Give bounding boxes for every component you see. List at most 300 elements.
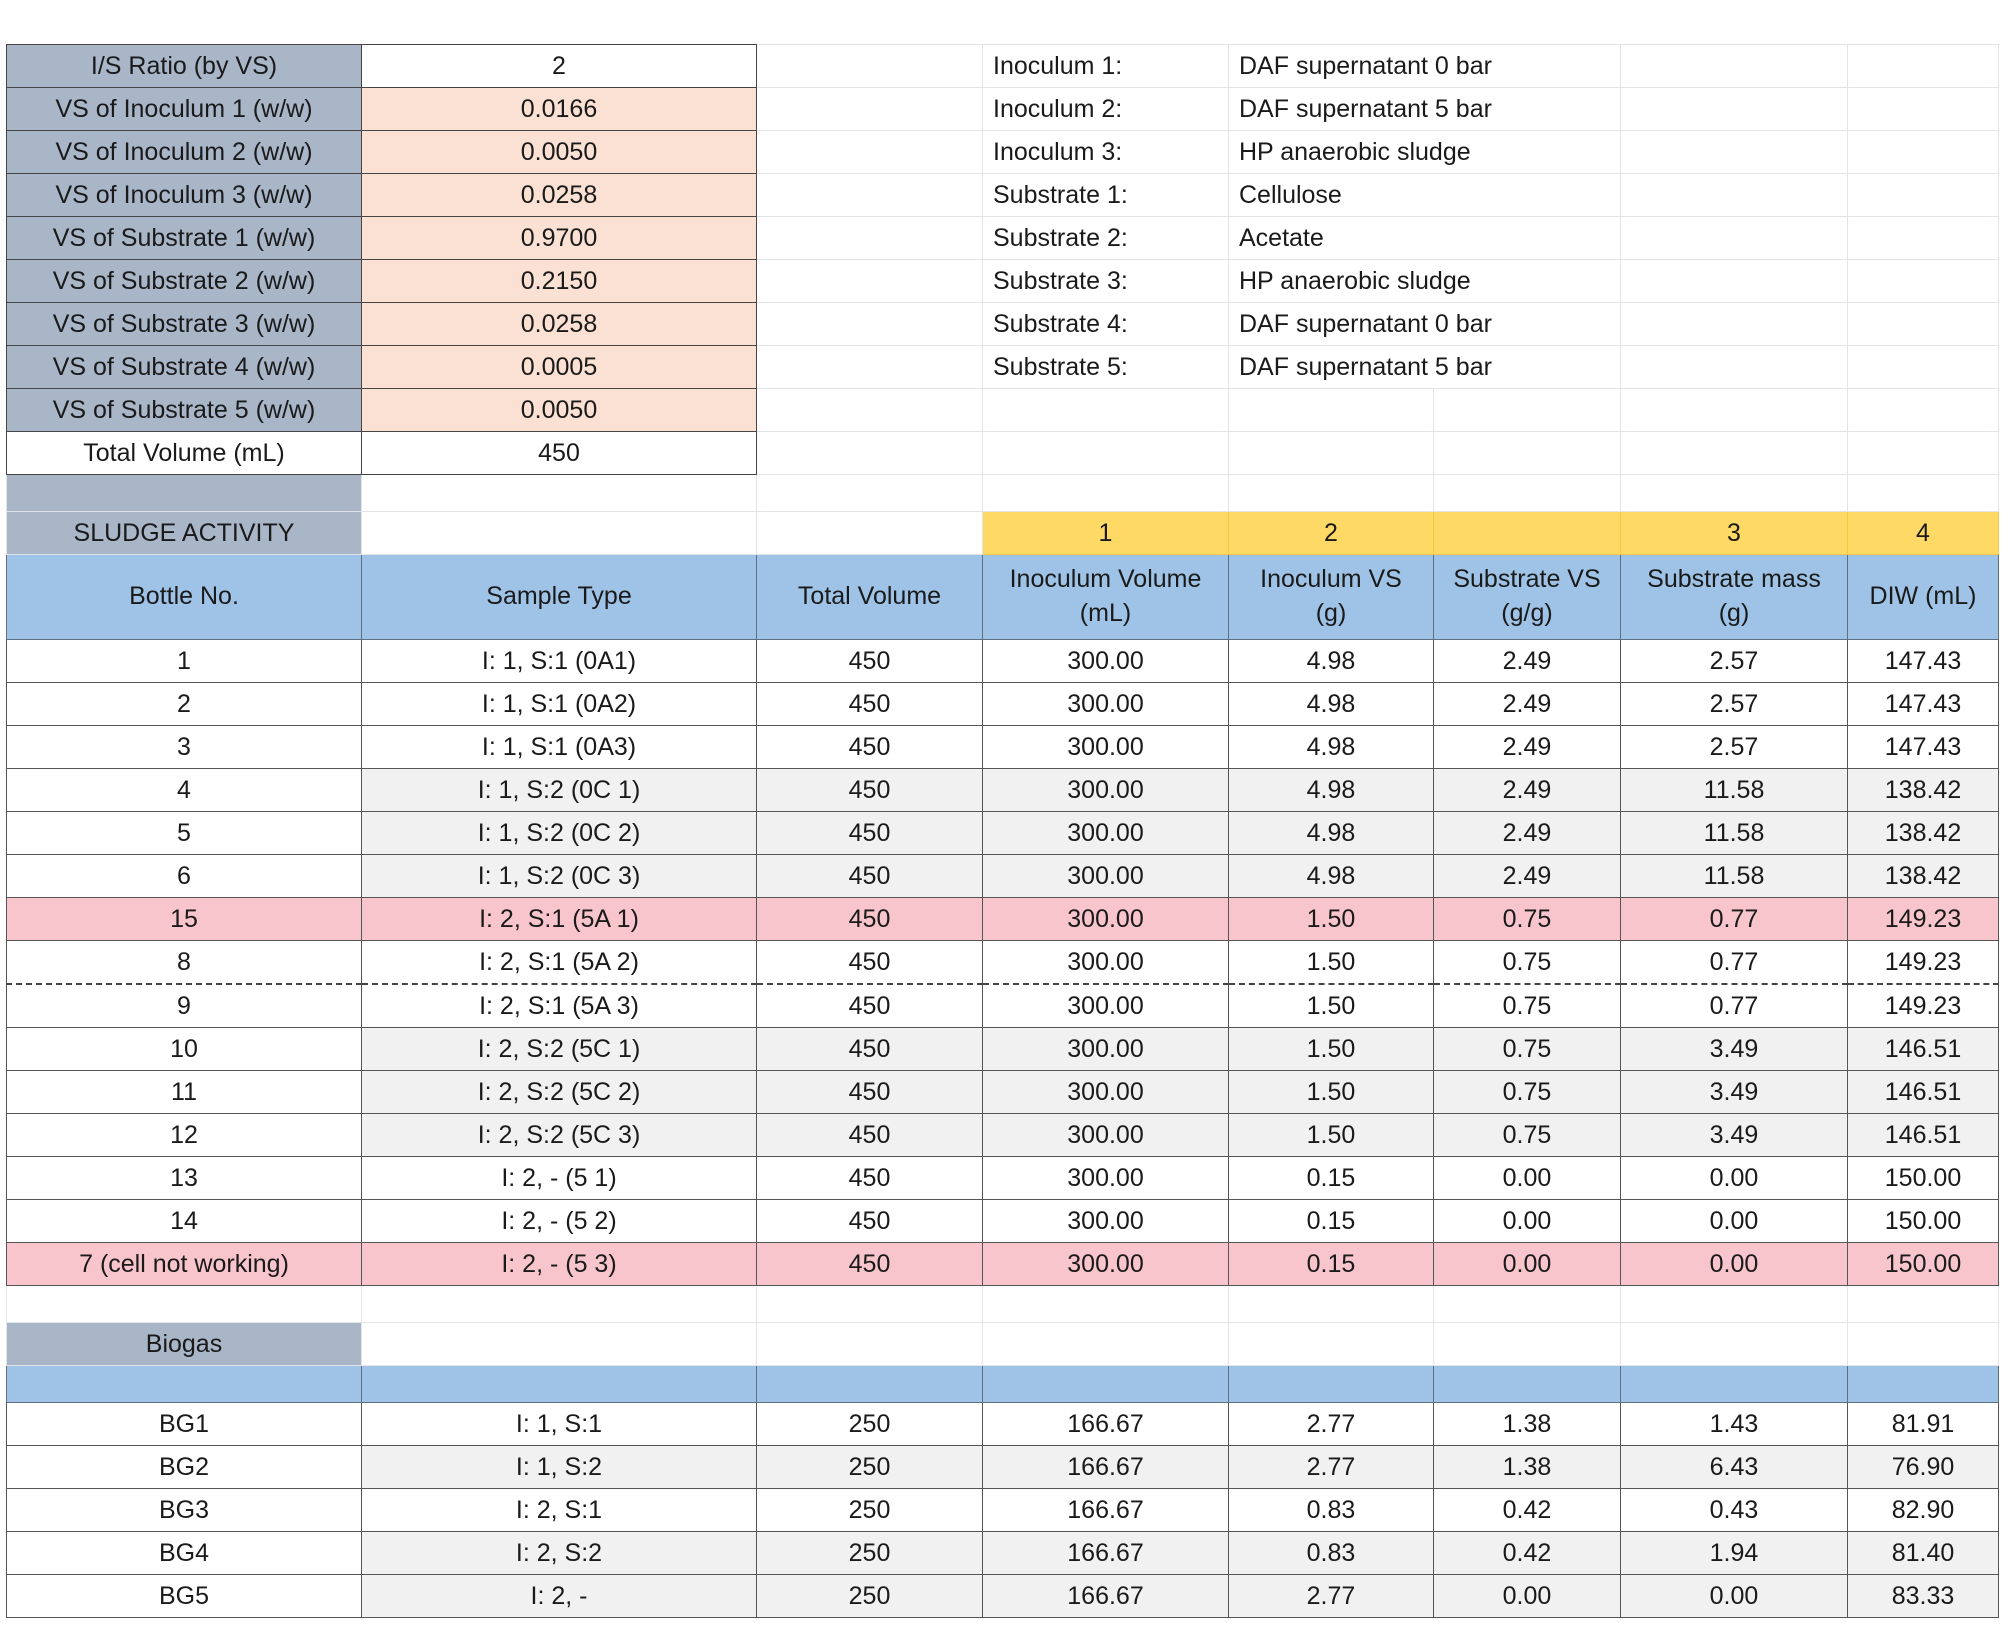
table-cell[interactable]: 450 [757, 898, 983, 941]
empty-cell[interactable] [362, 1286, 757, 1323]
table-cell[interactable]: 0.42 [1434, 1489, 1621, 1532]
table-cell[interactable]: 300.00 [983, 1028, 1229, 1071]
legend-value[interactable]: Acetate [1229, 217, 1621, 260]
parameter-value[interactable]: 2 [362, 45, 757, 88]
empty-cell[interactable] [757, 432, 983, 475]
empty-cell[interactable] [1229, 432, 1434, 475]
table-cell[interactable]: I: 1, S:1 [362, 1403, 757, 1446]
table-cell[interactable]: 2.49 [1434, 640, 1621, 683]
legend-value[interactable]: DAF supernatant 0 bar [1229, 303, 1621, 346]
empty-cell[interactable] [1621, 346, 1848, 389]
parameter-label[interactable]: Total Volume (mL) [7, 432, 362, 475]
empty-cell[interactable] [983, 389, 1229, 432]
table-cell[interactable]: 1.50 [1229, 941, 1434, 985]
table-cell[interactable]: 4.98 [1229, 640, 1434, 683]
table-cell[interactable]: 1.38 [1434, 1446, 1621, 1489]
column-header[interactable] [1848, 555, 1999, 640]
table-cell[interactable]: 2.57 [1621, 683, 1848, 726]
table-cell[interactable]: 0.75 [1434, 941, 1621, 985]
empty-cell[interactable] [757, 512, 983, 555]
table-cell[interactable]: 1.50 [1229, 984, 1434, 1028]
empty-cell[interactable] [1229, 475, 1434, 512]
empty-cell[interactable] [1621, 217, 1848, 260]
empty-cell[interactable] [1848, 475, 1999, 512]
parameter-value[interactable]: 450 [362, 432, 757, 475]
table-cell[interactable]: 300.00 [983, 1114, 1229, 1157]
legend-value[interactable]: DAF supernatant 5 bar [1229, 346, 1621, 389]
empty-cell[interactable] [757, 174, 983, 217]
column-header[interactable] [362, 555, 757, 640]
column-header[interactable] [1434, 1366, 1621, 1403]
empty-cell[interactable] [1434, 475, 1621, 512]
empty-cell[interactable] [1434, 432, 1621, 475]
table-cell[interactable]: 300.00 [983, 984, 1229, 1028]
table-cell[interactable]: 300.00 [983, 941, 1229, 985]
table-cell[interactable]: 450 [757, 1243, 983, 1286]
table-cell[interactable]: 3.49 [1621, 1071, 1848, 1114]
table-cell[interactable]: 147.43 [1848, 683, 1999, 726]
empty-cell[interactable] [757, 45, 983, 88]
table-cell[interactable]: 3.49 [1621, 1114, 1848, 1157]
empty-cell[interactable] [362, 1323, 757, 1366]
legend-value[interactable]: HP anaerobic sludge [1229, 131, 1621, 174]
parameter-label[interactable]: VS of Inoculum 3 (w/w) [7, 174, 362, 217]
empty-cell[interactable] [1434, 389, 1621, 432]
table-cell[interactable]: 2.49 [1434, 726, 1621, 769]
empty-cell[interactable] [1848, 217, 1999, 260]
table-cell[interactable]: I: 1, S:2 (0C 1) [362, 769, 757, 812]
table-cell[interactable]: 149.23 [1848, 898, 1999, 941]
table-cell[interactable]: 146.51 [1848, 1028, 1999, 1071]
table-cell[interactable]: I: 2, - (5 2) [362, 1200, 757, 1243]
table-cell[interactable]: 0.43 [1621, 1489, 1848, 1532]
table-cell[interactable]: 3.49 [1621, 1028, 1848, 1071]
table-cell[interactable]: 4.98 [1229, 812, 1434, 855]
spreadsheet-grid [6, 44, 1999, 1618]
table-cell[interactable]: I: 1, S:2 [362, 1446, 757, 1489]
empty-cell[interactable] [757, 1323, 983, 1366]
table-cell[interactable]: 250 [757, 1446, 983, 1489]
table-cell[interactable]: 450 [757, 769, 983, 812]
table-cell[interactable]: 14 [7, 1200, 362, 1243]
empty-cell[interactable] [757, 1286, 983, 1323]
step-number[interactable]: 4 [1848, 512, 1999, 555]
table-cell[interactable]: 166.67 [983, 1446, 1229, 1489]
table-row [7, 769, 1999, 812]
empty-cell[interactable] [1848, 88, 1999, 131]
column-header[interactable] [1434, 555, 1621, 640]
legend-key[interactable]: Substrate 1: [983, 174, 1229, 217]
parameter-row [7, 174, 1999, 217]
table-cell[interactable]: 0.75 [1434, 1028, 1621, 1071]
parameter-row [7, 131, 1999, 174]
table-cell[interactable]: 0.75 [1434, 1114, 1621, 1157]
table-cell[interactable]: 300.00 [983, 898, 1229, 941]
empty-cell[interactable] [757, 346, 983, 389]
table-cell[interactable]: I: 1, S:1 (0A3) [362, 726, 757, 769]
table-cell[interactable]: 0.77 [1621, 898, 1848, 941]
table-cell[interactable]: 0.00 [1621, 1575, 1848, 1618]
table-cell[interactable]: 0.00 [1434, 1157, 1621, 1200]
empty-cell[interactable] [1621, 174, 1848, 217]
table-cell[interactable]: 300.00 [983, 726, 1229, 769]
table-cell[interactable]: 147.43 [1848, 726, 1999, 769]
table-cell[interactable]: 1.38 [1434, 1403, 1621, 1446]
table-cell[interactable]: 146.51 [1848, 1114, 1999, 1157]
table-cell[interactable]: 146.51 [1848, 1071, 1999, 1114]
parameter-label[interactable]: VS of Substrate 2 (w/w) [7, 260, 362, 303]
step-number[interactable]: 1 [983, 512, 1229, 555]
column-header[interactable] [1229, 1366, 1434, 1403]
table-cell[interactable]: BG3 [7, 1489, 362, 1532]
parameter-row [7, 389, 1999, 432]
legend-key[interactable]: Substrate 3: [983, 260, 1229, 303]
column-header[interactable] [1229, 555, 1434, 640]
table-cell[interactable]: BG2 [7, 1446, 362, 1489]
column-header[interactable] [983, 555, 1229, 640]
table-cell[interactable]: I: 2, S:1 [362, 1489, 757, 1532]
table-cell[interactable]: 2.57 [1621, 726, 1848, 769]
empty-cell[interactable] [1621, 1323, 1848, 1366]
table-cell[interactable]: 300.00 [983, 1200, 1229, 1243]
step-number[interactable] [1434, 512, 1621, 555]
empty-cell[interactable] [757, 131, 983, 174]
empty-cell[interactable] [1229, 1323, 1434, 1366]
section-title-biogas[interactable]: Biogas [7, 1323, 362, 1366]
table-cell[interactable]: 11 [7, 1071, 362, 1114]
table-cell[interactable]: 1.50 [1229, 1114, 1434, 1157]
table-cell[interactable]: I: 2, S:2 (5C 1) [362, 1028, 757, 1071]
table-cell[interactable]: I: 2, - [362, 1575, 757, 1618]
table-cell[interactable]: 166.67 [983, 1403, 1229, 1446]
parameter-label[interactable]: VS of Substrate 5 (w/w) [7, 389, 362, 432]
empty-cell[interactable] [1848, 260, 1999, 303]
table-cell[interactable]: 2.77 [1229, 1575, 1434, 1618]
empty-cell[interactable] [1621, 475, 1848, 512]
empty-cell[interactable] [1848, 389, 1999, 432]
table-cell[interactable]: I: 2, - (5 3) [362, 1243, 757, 1286]
table-cell[interactable]: 0.83 [1229, 1489, 1434, 1532]
empty-cell[interactable] [1229, 389, 1434, 432]
parameter-row [7, 217, 1999, 260]
empty-cell[interactable] [1621, 1286, 1848, 1323]
table-cell[interactable]: 0.75 [1434, 984, 1621, 1028]
table-cell[interactable]: 138.42 [1848, 855, 1999, 898]
table-cell[interactable]: 4 [7, 769, 362, 812]
table-cell[interactable]: 138.42 [1848, 812, 1999, 855]
table-cell[interactable]: BG5 [7, 1575, 362, 1618]
table-cell[interactable]: 2.49 [1434, 812, 1621, 855]
table-cell[interactable]: 138.42 [1848, 769, 1999, 812]
empty-cell[interactable] [757, 475, 983, 512]
table-cell[interactable]: 82.90 [1848, 1489, 1999, 1532]
empty-cell[interactable] [1621, 131, 1848, 174]
empty-cell[interactable] [1621, 45, 1848, 88]
table-cell[interactable]: BG1 [7, 1403, 362, 1446]
column-header[interactable] [757, 555, 983, 640]
table-cell[interactable]: 450 [757, 941, 983, 985]
table-cell[interactable]: I: 2, S:2 (5C 3) [362, 1114, 757, 1157]
column-header-label: Total Volume [797, 582, 942, 611]
legend-key[interactable]: Inoculum 2: [983, 88, 1229, 131]
table-cell[interactable]: I: 1, S:2 (0C 2) [362, 812, 757, 855]
table-cell[interactable]: 4.98 [1229, 769, 1434, 812]
table-cell[interactable]: 3 [7, 726, 362, 769]
column-header-label: Substrate VS [1453, 565, 1601, 594]
table-cell[interactable]: 450 [757, 683, 983, 726]
step-number[interactable]: 2 [1229, 512, 1434, 555]
table-cell[interactable]: 300.00 [983, 769, 1229, 812]
empty-cell[interactable] [1848, 45, 1999, 88]
table-cell[interactable]: I: 2, S:1 (5A 3) [362, 984, 757, 1028]
table-cell[interactable]: 250 [757, 1403, 983, 1446]
table-cell[interactable]: BG4 [7, 1532, 362, 1575]
table-cell[interactable]: 15 [7, 898, 362, 941]
parameter-value[interactable]: 0.0258 [362, 303, 757, 346]
table-row [7, 683, 1999, 726]
table-cell[interactable]: 7 (cell not working) [7, 1243, 362, 1286]
table-cell[interactable]: 1.50 [1229, 1028, 1434, 1071]
table-cell[interactable]: 4.98 [1229, 726, 1434, 769]
table-cell[interactable]: 2.57 [1621, 640, 1848, 683]
column-header[interactable] [362, 1366, 757, 1403]
table-cell[interactable]: 1 [7, 640, 362, 683]
table-cell[interactable]: 0.77 [1621, 941, 1848, 985]
table-cell[interactable]: 4.98 [1229, 855, 1434, 898]
table-cell[interactable]: 8 [7, 941, 362, 985]
legend-key[interactable]: Inoculum 1: [983, 45, 1229, 88]
table-cell[interactable]: 1.50 [1229, 898, 1434, 941]
table-cell[interactable]: I: 2, S:2 (5C 2) [362, 1071, 757, 1114]
parameter-label[interactable]: VS of Substrate 3 (w/w) [7, 303, 362, 346]
table-cell[interactable]: 2.77 [1229, 1403, 1434, 1446]
table-row [7, 1575, 1999, 1618]
table-cell[interactable]: 76.90 [1848, 1446, 1999, 1489]
table-cell[interactable]: 2.77 [1229, 1446, 1434, 1489]
empty-cell[interactable] [1848, 131, 1999, 174]
table-cell[interactable]: 0.83 [1229, 1532, 1434, 1575]
table-cell[interactable]: I: 2, - (5 1) [362, 1157, 757, 1200]
table-cell[interactable]: 300.00 [983, 683, 1229, 726]
table-cell[interactable]: 150.00 [1848, 1243, 1999, 1286]
legend-value[interactable]: DAF supernatant 5 bar [1229, 88, 1621, 131]
table-cell[interactable]: I: 2, S:1 (5A 1) [362, 898, 757, 941]
empty-cell[interactable] [757, 88, 983, 131]
table-cell[interactable]: 450 [757, 1157, 983, 1200]
table-cell[interactable]: 300.00 [983, 640, 1229, 683]
column-header[interactable] [7, 555, 362, 640]
column-header-unit: (mL) [1079, 599, 1132, 627]
empty-cell[interactable] [757, 389, 983, 432]
empty-cell[interactable] [1434, 1286, 1621, 1323]
table-cell[interactable]: 250 [757, 1532, 983, 1575]
parameter-label[interactable]: VS of Inoculum 2 (w/w) [7, 131, 362, 174]
empty-cell[interactable] [1621, 260, 1848, 303]
table-cell[interactable]: 0.15 [1229, 1157, 1434, 1200]
empty-cell[interactable] [1848, 174, 1999, 217]
table-cell[interactable]: 0.00 [1434, 1575, 1621, 1618]
table-cell[interactable]: 0.75 [1434, 1071, 1621, 1114]
parameter-label[interactable]: VS of Inoculum 1 (w/w) [7, 88, 362, 131]
empty-cell[interactable] [7, 1286, 362, 1323]
table-cell[interactable]: 2.49 [1434, 683, 1621, 726]
table-cell[interactable]: 0.15 [1229, 1200, 1434, 1243]
table-cell[interactable]: 166.67 [983, 1532, 1229, 1575]
column-header-label: Bottle No. [129, 582, 239, 611]
table-cell[interactable]: 300.00 [983, 812, 1229, 855]
parameter-value[interactable]: 0.0166 [362, 88, 757, 131]
table-cell[interactable]: 6 [7, 855, 362, 898]
empty-cell[interactable] [362, 475, 757, 512]
table-cell[interactable]: 13 [7, 1157, 362, 1200]
table-row [7, 855, 1999, 898]
table-cell[interactable]: 166.67 [983, 1575, 1229, 1618]
column-header[interactable] [1848, 1366, 1999, 1403]
table-row [7, 1532, 1999, 1575]
table-cell[interactable]: 0.75 [1434, 898, 1621, 941]
table-cell[interactable]: 166.67 [983, 1489, 1229, 1532]
table-cell[interactable]: 150.00 [1848, 1200, 1999, 1243]
empty-cell[interactable] [757, 303, 983, 346]
spacer-row [7, 475, 1999, 512]
table-cell[interactable]: I: 1, S:1 (0A2) [362, 683, 757, 726]
table-cell[interactable]: 83.33 [1848, 1575, 1999, 1618]
table-cell[interactable]: 6.43 [1621, 1446, 1848, 1489]
empty-cell[interactable] [1621, 432, 1848, 475]
empty-cell[interactable] [1621, 88, 1848, 131]
table-cell[interactable]: 0.42 [1434, 1532, 1621, 1575]
table-cell[interactable]: 0.00 [1621, 1157, 1848, 1200]
table-cell[interactable]: 147.43 [1848, 640, 1999, 683]
table-cell[interactable]: 450 [757, 984, 983, 1028]
empty-cell[interactable] [983, 432, 1229, 475]
column-header[interactable] [1621, 1366, 1848, 1403]
table-cell[interactable]: 300.00 [983, 855, 1229, 898]
parameter-label[interactable]: VS of Substrate 1 (w/w) [7, 217, 362, 260]
table-cell[interactable]: I: 2, S:2 [362, 1532, 757, 1575]
step-number[interactable]: 3 [1621, 512, 1848, 555]
empty-cell[interactable] [1621, 303, 1848, 346]
table-cell[interactable]: I: 1, S:2 (0C 3) [362, 855, 757, 898]
empty-cell[interactable] [757, 217, 983, 260]
empty-cell[interactable] [1229, 1286, 1434, 1323]
table-cell[interactable]: 450 [757, 855, 983, 898]
section-title-sludge-activity[interactable]: SLUDGE ACTIVITY [7, 512, 362, 555]
legend-key[interactable]: Substrate 2: [983, 217, 1229, 260]
column-header[interactable] [983, 1366, 1229, 1403]
parameter-value[interactable]: 0.0050 [362, 131, 757, 174]
table-cell[interactable]: 300.00 [983, 1157, 1229, 1200]
table-cell[interactable]: 1.94 [1621, 1532, 1848, 1575]
table-cell[interactable]: 450 [757, 640, 983, 683]
table-cell[interactable]: 11.58 [1621, 812, 1848, 855]
table-cell[interactable]: 149.23 [1848, 984, 1999, 1028]
table-cell[interactable]: 450 [757, 812, 983, 855]
table-cell[interactable]: 81.91 [1848, 1403, 1999, 1446]
parameter-label[interactable]: VS of Substrate 4 (w/w) [7, 346, 362, 389]
parameter-value[interactable]: 0.0005 [362, 346, 757, 389]
table-cell[interactable]: 1.43 [1621, 1403, 1848, 1446]
table-cell[interactable]: 2.49 [1434, 855, 1621, 898]
table-cell[interactable]: 5 [7, 812, 362, 855]
table-cell[interactable]: 2.49 [1434, 769, 1621, 812]
column-header-label: Inoculum VS [1260, 565, 1402, 594]
parameter-value[interactable]: 0.9700 [362, 217, 757, 260]
legend-value[interactable]: DAF supernatant 0 bar [1229, 45, 1621, 88]
table-cell[interactable]: 9 [7, 984, 362, 1028]
parameter-value[interactable]: 0.0050 [362, 389, 757, 432]
table-cell[interactable]: I: 1, S:1 (0A1) [362, 640, 757, 683]
empty-cell[interactable] [757, 260, 983, 303]
parameter-value[interactable]: 0.0258 [362, 174, 757, 217]
empty-cell[interactable] [983, 475, 1229, 512]
table-cell[interactable]: 12 [7, 1114, 362, 1157]
table-cell[interactable]: 450 [757, 1071, 983, 1114]
empty-cell[interactable] [1848, 1323, 1999, 1366]
spacer-row [7, 1286, 1999, 1323]
table-row [7, 1157, 1999, 1200]
table-cell[interactable]: 11.58 [1621, 855, 1848, 898]
table-cell[interactable]: 2 [7, 683, 362, 726]
table-cell[interactable]: I: 2, S:1 (5A 2) [362, 941, 757, 985]
column-header[interactable] [757, 1366, 983, 1403]
table-cell[interactable]: 250 [757, 1575, 983, 1618]
empty-cell[interactable] [1434, 1323, 1621, 1366]
table-cell[interactable]: 81.40 [1848, 1532, 1999, 1575]
table-cell[interactable]: 4.98 [1229, 683, 1434, 726]
legend-value[interactable]: HP anaerobic sludge [1229, 260, 1621, 303]
legend-key[interactable]: Inoculum 3: [983, 131, 1229, 174]
legend-value[interactable]: Cellulose [1229, 174, 1621, 217]
table-cell[interactable]: 11.58 [1621, 769, 1848, 812]
table-cell[interactable]: 450 [757, 1200, 983, 1243]
empty-cell[interactable] [983, 1323, 1229, 1366]
empty-cell[interactable] [1848, 303, 1999, 346]
parameter-value[interactable]: 0.2150 [362, 260, 757, 303]
table-cell[interactable]: 0.00 [1434, 1200, 1621, 1243]
legend-key[interactable]: Substrate 4: [983, 303, 1229, 346]
table-cell[interactable]: 450 [757, 1114, 983, 1157]
table-cell[interactable]: 250 [757, 1489, 983, 1532]
table-cell[interactable]: 0.15 [1229, 1243, 1434, 1286]
table-cell[interactable]: 0.00 [1434, 1243, 1621, 1286]
table-cell[interactable]: 300.00 [983, 1243, 1229, 1286]
legend-key[interactable]: Substrate 5: [983, 346, 1229, 389]
empty-cell[interactable] [7, 475, 362, 512]
table-row [7, 1114, 1999, 1157]
column-header[interactable] [1621, 555, 1848, 640]
table-cell[interactable]: 0.00 [1621, 1200, 1848, 1243]
table-cell[interactable]: 0.00 [1621, 1243, 1848, 1286]
table-row [7, 640, 1999, 683]
table-cell[interactable]: 0.77 [1621, 984, 1848, 1028]
table-cell[interactable]: 300.00 [983, 1071, 1229, 1114]
table-cell[interactable]: 10 [7, 1028, 362, 1071]
table-cell[interactable]: 149.23 [1848, 941, 1999, 985]
empty-cell[interactable] [1848, 1286, 1999, 1323]
parameter-label[interactable]: I/S Ratio (by VS) [7, 45, 362, 88]
empty-cell[interactable] [1848, 346, 1999, 389]
table-cell[interactable]: 150.00 [1848, 1157, 1999, 1200]
empty-cell[interactable] [1621, 389, 1848, 432]
empty-cell[interactable] [362, 512, 757, 555]
column-header[interactable] [7, 1366, 362, 1403]
empty-cell[interactable] [983, 1286, 1229, 1323]
table-cell[interactable]: 450 [757, 1028, 983, 1071]
table-cell[interactable]: 450 [757, 726, 983, 769]
table-cell[interactable]: 1.50 [1229, 1071, 1434, 1114]
empty-cell[interactable] [1848, 432, 1999, 475]
